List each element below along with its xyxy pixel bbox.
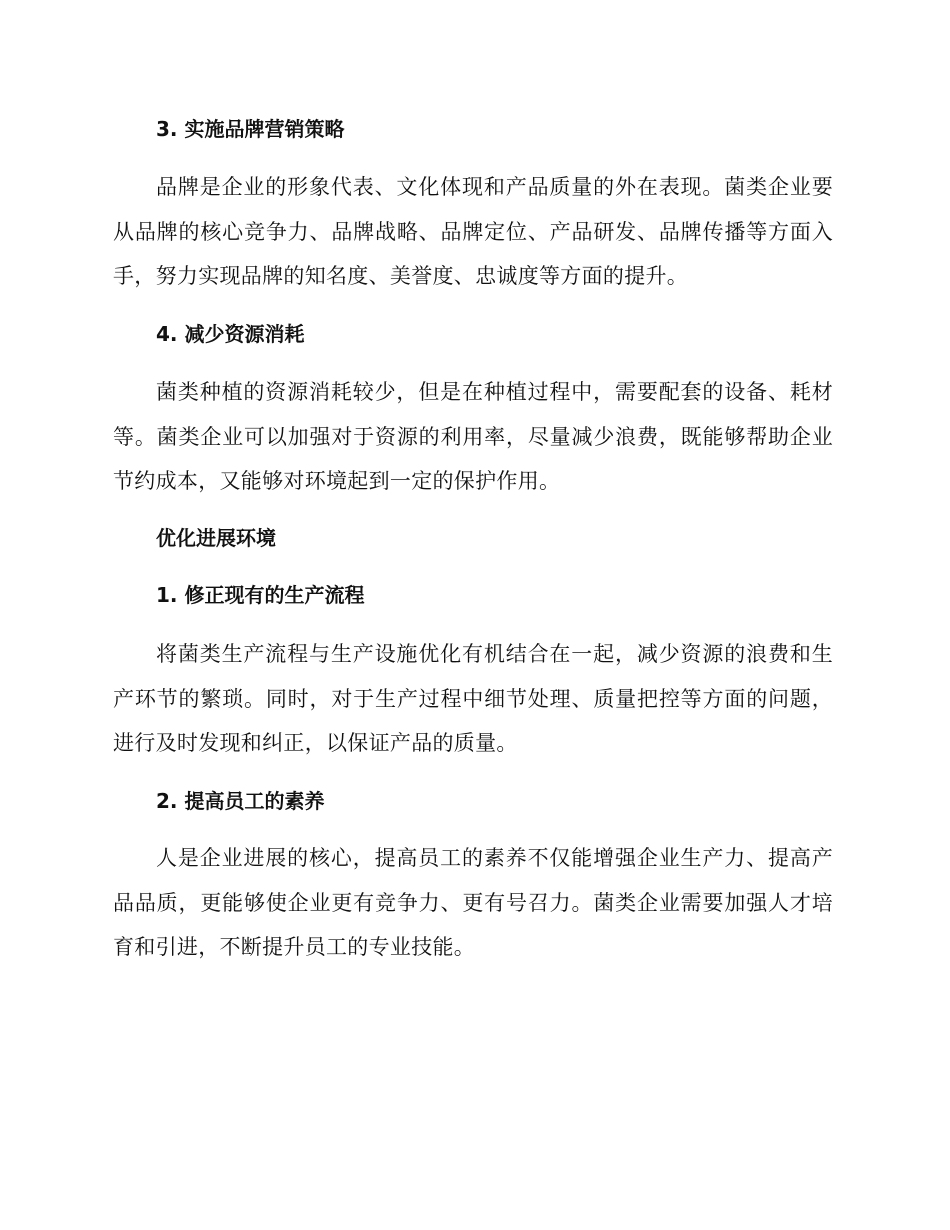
- section-paragraph-staff-quality: 人是企业进展的核心，提高员工的素养不仅能增强企业生产力、提高产品品质，更能够使企业更有竞争力、更有号召力。菌类企业需要加强人才培育和引进，不断提升员工的专业技能。: [113, 846, 833, 959]
- section-heading-reduce-resources: 4. 减少资源消耗: [156, 322, 305, 346]
- section-heading-staff-quality: 2. 提高员工的素养: [156, 789, 325, 813]
- section-paragraph-reduce-resources: 菌类种植的资源消耗较少，但是在种植过程中，需要配套的设备、耗材等。菌类企业可以加强对于资源的利用率，尽量减少浪费，既能够帮助企业节约成本，又能够对环境起到一定的保护作用。: [113, 380, 833, 493]
- section-paragraph-revise-process: 将菌类生产流程与生产设施优化有机结合在一起，减少资源的浪费和生产环节的繁琐。同时，对于生产过程中细节处理、质量把控等方面的问题，进行及时发现和纠正，以保证产品的质量。: [113, 642, 833, 755]
- section-heading-revise-process: 1. 修正现有的生产流程: [156, 583, 365, 607]
- section-paragraph-brand-marketing: 品牌是企业的形象代表、文化体现和产品质量的外在表现。菌类企业要从品牌的核心竞争力、品牌战略、品牌定位、产品研发、品牌传播等方面入手，努力实现品牌的知名度、美誉度、忠诚度等方面的提升。: [113, 175, 833, 288]
- section-heading-brand-marketing: 3. 实施品牌营销策略: [156, 117, 345, 141]
- section-heading-optimize-environment: 优化进展环境: [156, 526, 276, 550]
